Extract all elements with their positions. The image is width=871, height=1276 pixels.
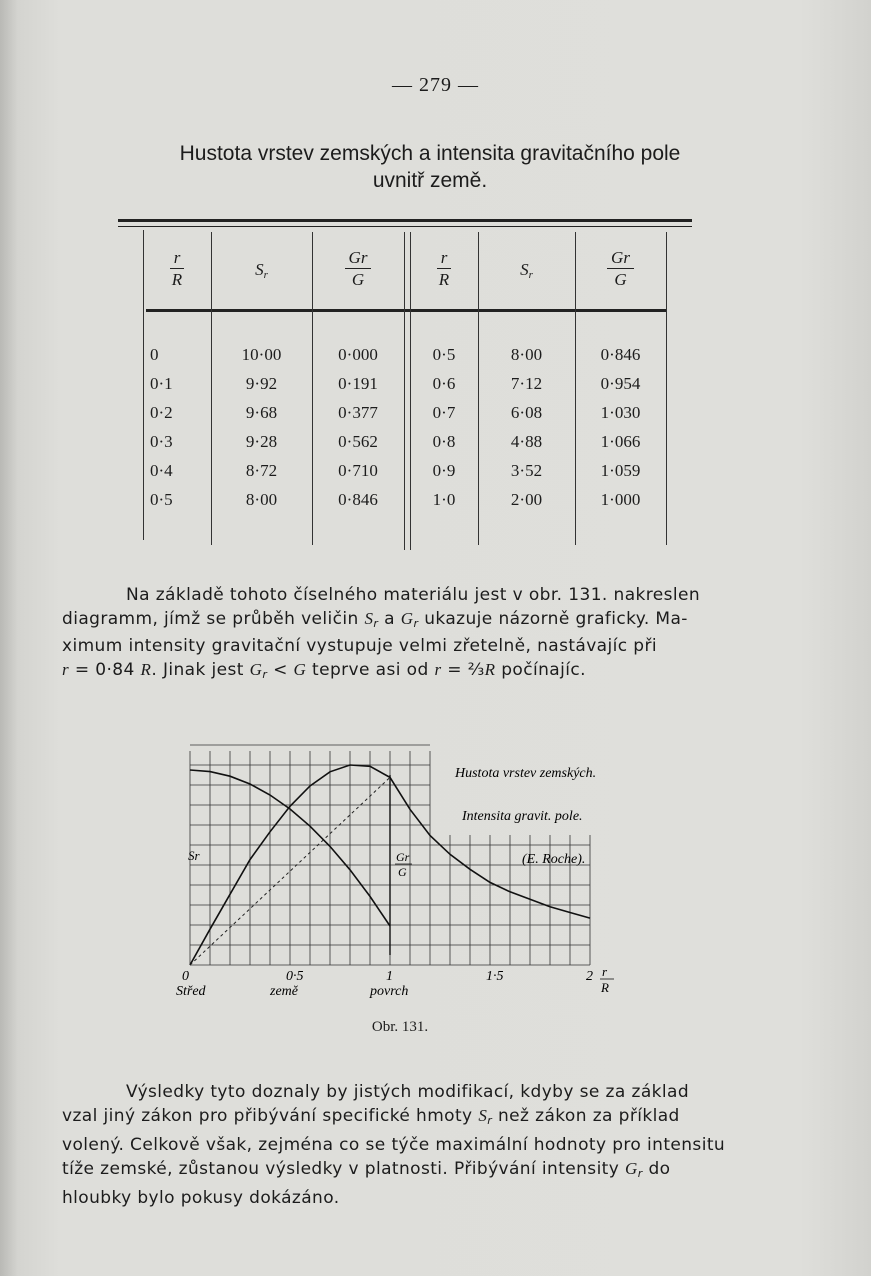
- table-cell: 7·12: [510, 374, 543, 393]
- page-title: [100, 140, 760, 194]
- table-column: [211, 340, 312, 514]
- table-cell: 3·52: [510, 461, 543, 480]
- table-cell: 0·6: [432, 374, 456, 393]
- paragraph-2-line: Výsledky tyto doznaly by jistých modifikací, kdyby se za základ: [126, 1082, 690, 1102]
- legend-entry: Hustota vrstev zemských.: [455, 766, 597, 781]
- header-r-over-R-1: $\frac{r}{R}$: [143, 248, 211, 291]
- paragraph-2-line: hloubky bylo pokusy dokázáno.: [62, 1188, 340, 1208]
- table-cell: 1·030: [600, 403, 641, 422]
- table-cell: 0·710: [338, 461, 378, 480]
- table-cell: 0·2: [150, 403, 173, 422]
- x-axis-label-den: R: [601, 980, 609, 995]
- table-cell: 1·059: [600, 461, 641, 480]
- paragraph-1-line: r = 0·84 R. Jinak jest $G_r < G$ teprve asi od r = ⅔R počínajíc.: [62, 660, 586, 681]
- header-Gr-over-G-1: $\frac{Gr}{G}$: [312, 248, 404, 291]
- table-column: [575, 340, 666, 514]
- x-tick-sublabel: země: [270, 984, 298, 999]
- paragraph-2-line: tíže zemské, zůstanou výsledky v platnosti. Přibývání intensity $G_r$ do: [62, 1159, 671, 1180]
- header-Sr-2: $S_r$: [520, 260, 533, 281]
- table-cell: 8·72: [245, 461, 278, 480]
- x-tick-label: 0: [182, 969, 189, 984]
- paragraph-2-line: vzal jiný zákon pro přibývání specifické hmoty $S_r$ než zákon za příklad: [62, 1106, 680, 1127]
- x-tick-label: 2: [586, 969, 593, 984]
- table-cell: 0·3: [150, 432, 173, 451]
- table-column: [312, 340, 404, 514]
- figure-caption: Obr. 131.: [371, 1019, 429, 1035]
- table-cell: 1·0: [432, 490, 456, 509]
- table-cell: 4·88: [510, 432, 543, 451]
- table-column: [410, 340, 478, 514]
- table-cell: 10·00: [241, 345, 282, 364]
- table-cell: 0: [150, 345, 159, 364]
- series-label-Gr: Gr: [396, 850, 410, 864]
- table-vline: [404, 232, 405, 550]
- table-cell: 1·000: [600, 490, 641, 509]
- x-axis-label-num: r: [602, 964, 608, 979]
- table-cell: 2·00: [510, 490, 543, 509]
- table-cell: 0·5: [432, 345, 456, 364]
- page-number: — 279 —: [392, 74, 479, 96]
- title-line-2: uvnitř země.: [372, 169, 488, 192]
- table-cell: 0·191: [338, 374, 378, 393]
- series-label-G: G: [398, 865, 407, 879]
- table-cell: 0·8: [432, 432, 456, 451]
- header-Sr-1: $S_r$: [255, 260, 268, 281]
- table-cell: 0·562: [338, 432, 378, 451]
- table-vline: [666, 232, 667, 545]
- paragraph-2: [62, 1080, 778, 1210]
- table-cell: 0·1: [150, 374, 173, 393]
- series-label-S: Sr: [188, 848, 200, 863]
- table-cell: 9·28: [245, 432, 278, 451]
- table-cell: 6·08: [510, 403, 543, 422]
- diagram-chart: [170, 735, 650, 1000]
- table-cell: 0·377: [338, 403, 378, 422]
- header-Gr-over-G-2: $\frac{Gr}{G}$: [575, 248, 666, 291]
- table-cell: 0·846: [600, 345, 641, 364]
- table-column: [150, 340, 190, 514]
- table-cell: 8·00: [245, 490, 278, 509]
- title-line-1: Hustota vrstev zemských a intensita gravitačního pole: [179, 142, 681, 165]
- x-tick-label: 0·5: [286, 969, 304, 984]
- legend-entry: Intensita gravit. pole.: [462, 809, 583, 824]
- table-top-rule: [118, 219, 692, 227]
- table-cell: 9·92: [245, 374, 278, 393]
- paragraph-1: [62, 584, 778, 686]
- paragraph-1-line: ximum intensity gravitační vystupuje velmi zřetelně, nastávajíc při: [62, 636, 657, 656]
- table-cell: 0·5: [150, 490, 173, 509]
- table-cell: 8·00: [510, 345, 543, 364]
- table-cell: 1·066: [600, 432, 641, 451]
- table-cell: 0·7: [432, 403, 456, 422]
- x-tick-sublabel: Střed: [176, 984, 206, 999]
- paragraph-2-line: volený. Celkově však, zejména co se týče maximální hodnoty pro intensitu: [62, 1135, 726, 1155]
- legend-entry: (E. Roche).: [522, 852, 586, 867]
- table-cell: 0·9: [432, 461, 456, 480]
- table-cell: 0·846: [338, 490, 378, 509]
- table-cell: 9·68: [245, 403, 278, 422]
- table-column: [478, 340, 575, 514]
- x-tick-sublabel: povrch: [370, 984, 409, 999]
- table-cell: 0·954: [600, 374, 641, 393]
- paragraph-1-line: diagramm, jímž se průběh veličin $S_r$ a $G_r$ ukazuje názorně graficky. Ma-: [62, 609, 688, 630]
- header-r-over-R-2: $\frac{r}{R}$: [410, 248, 478, 291]
- table-header-rule: [146, 309, 666, 312]
- table-cell: 0·000: [338, 345, 378, 364]
- paragraph-1-line: Na základě tohoto číselného materiálu jest v obr. 131. nakreslen: [126, 585, 701, 605]
- x-tick-label: 1·5: [486, 969, 504, 984]
- x-tick-label: 1: [386, 969, 393, 984]
- table-cell: 0·4: [150, 461, 173, 480]
